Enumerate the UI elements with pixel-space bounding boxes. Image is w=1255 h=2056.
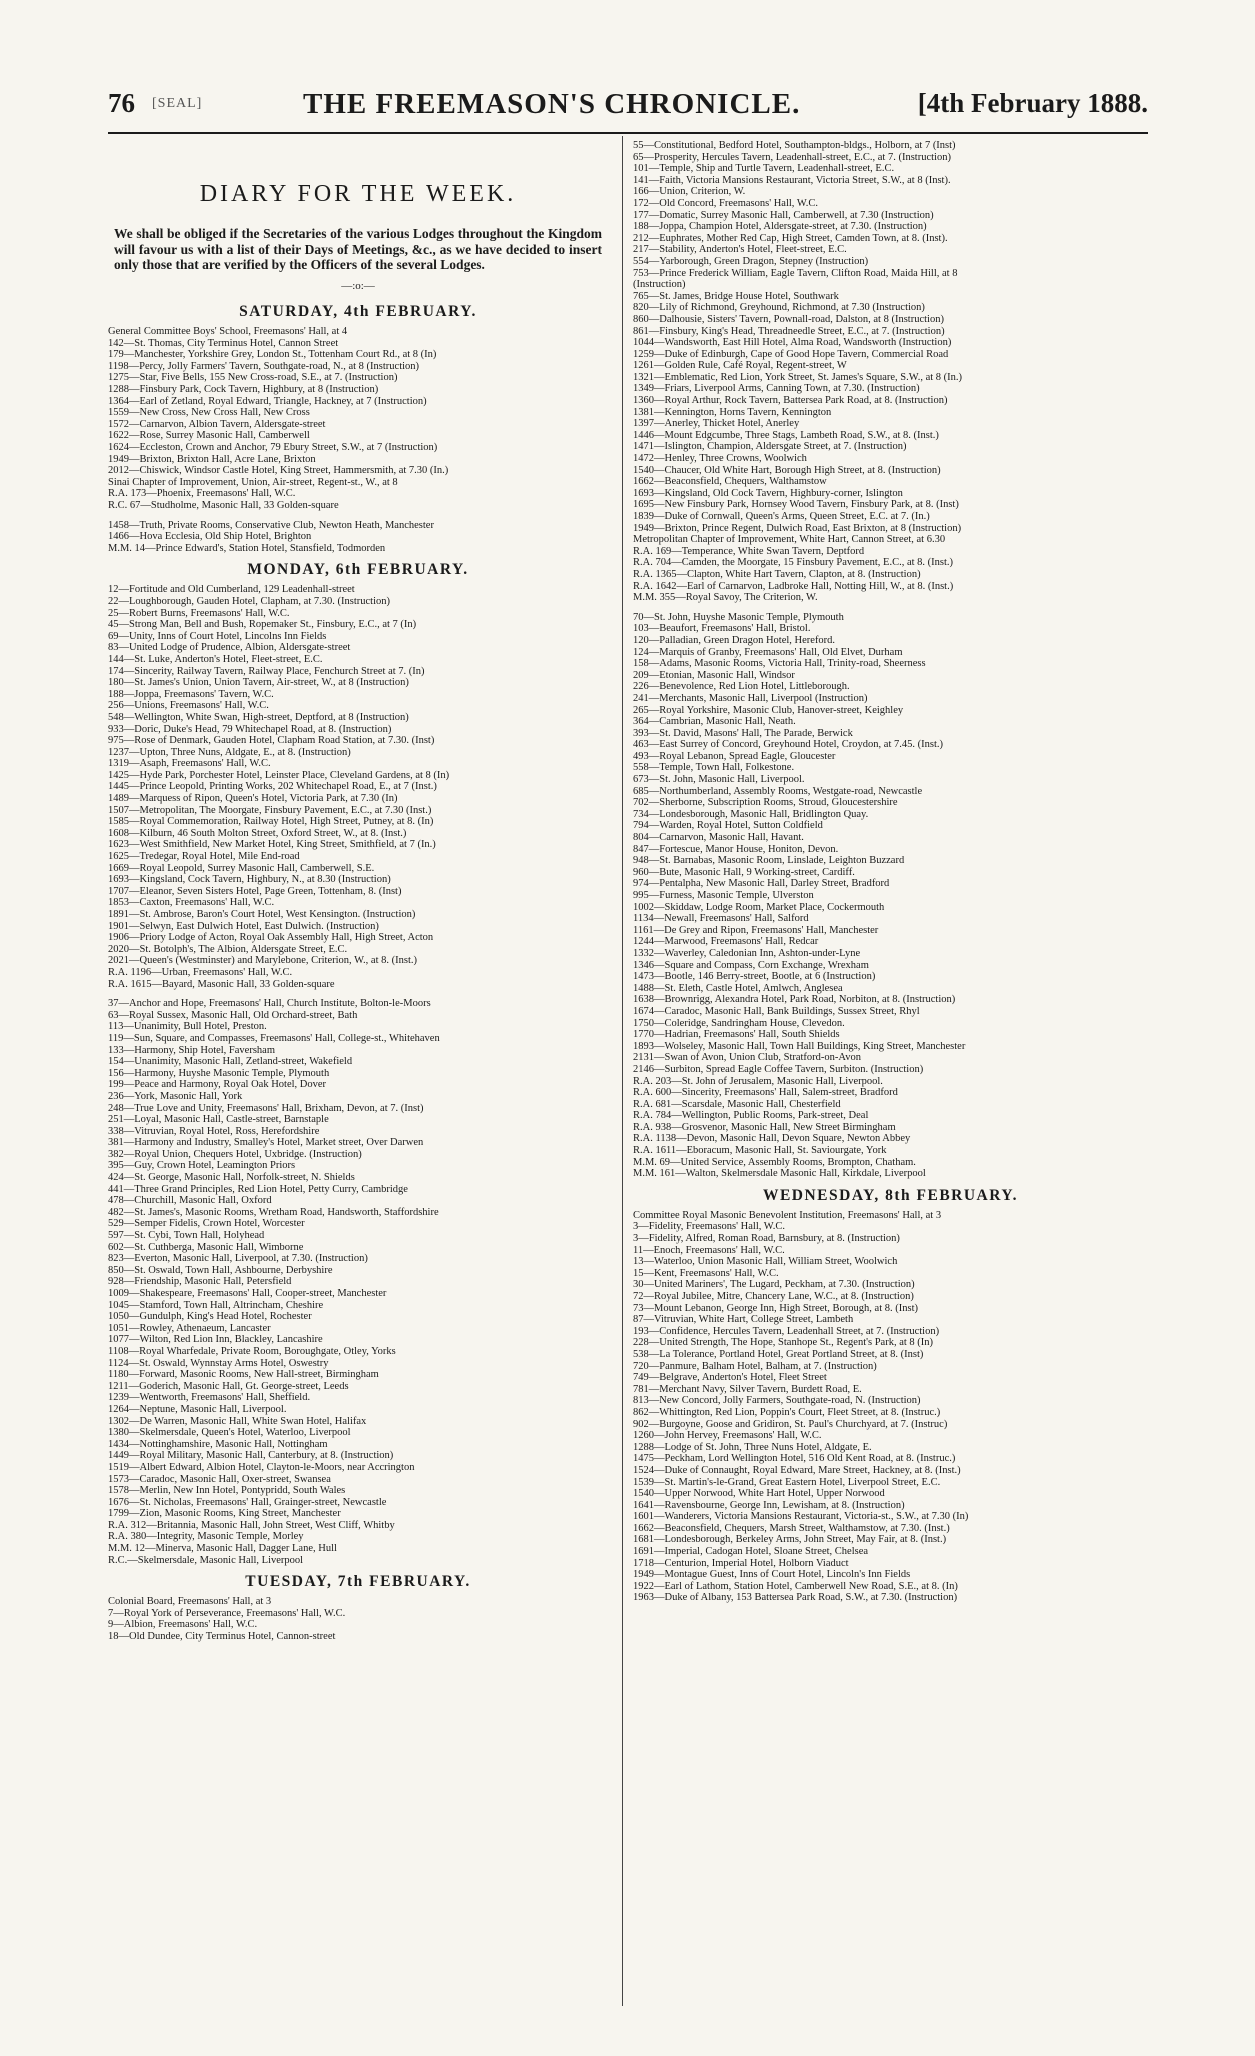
lodge-entry: 381—Harmony and Industry, Smalley's Hotel, Market street, Over Darwen [108, 1137, 424, 1149]
lodge-entry: 1662—Beaconsfield, Chequers, Marsh Street, Walthamstow, at 7.30. (Inst.) [633, 1522, 950, 1534]
lodge-entry: R.A. 1365—Clapton, White Hart Tavern, Clapton, at 8. (Instruction) [633, 568, 921, 580]
lodge-entry: 241—Merchants, Masonic Hall, Liverpool (Instruction) [633, 692, 868, 704]
lodge-entry: 441—Three Grand Principles, Red Lion Hotel, Petty Curry, Cambridge [108, 1183, 408, 1195]
lodge-entry: 1239—Wentworth, Freemasons' Hall, Sheffield. [108, 1392, 311, 1404]
lodge-entry: 209—Etonian, Masonic Hall, Windsor [633, 669, 795, 681]
lodge-entry: 1623—West Smithfield, New Market Hotel, King Street, Smithfield, at 7 (In.) [108, 839, 436, 851]
lodge-entry: 1264—Neptune, Masonic Hall, Liverpool. [108, 1403, 287, 1415]
lodge-entry: M.M. 161—Walton, Skelmersdale Masonic Hall, Kirkdale, Liverpool [633, 1168, 926, 1180]
lodge-entry: 1906—Priory Lodge of Acton, Royal Oak Assembly Hall, High Street, Acton [108, 932, 434, 944]
lodge-entry: 1750—Coleridge, Sandringham House, Clevedon. [633, 1017, 845, 1029]
lodge-entry: R.A. 312—Britannia, Masonic Hall, John Street, West Cliff, Whitby [108, 1519, 395, 1531]
lodge-entry: 1051—Rowley, Athenaeum, Lancaster [108, 1322, 271, 1334]
lodge-entry: 1693—Kingsland, Cock Tavern, Highbury, N., at 8.30 (Instruction) [108, 874, 391, 886]
lodge-entry: 18—Old Dundee, City Terminus Hotel, Cannon-street [108, 1631, 336, 1643]
lodge-entry: 1332—Waverley, Caledonian Inn, Ashton-under-Lyne [633, 947, 861, 959]
lodge-entry: 180—St. James's Union, Union Tavern, Air-street, W., at 8 (Instruction) [108, 677, 409, 689]
lodge-entry: 1540—Chaucer, Old White Hart, Borough High Street, at 8. (Instruction) [633, 464, 941, 476]
lodge-entry: 794—Warden, Royal Hotel, Sutton Coldfield [633, 820, 823, 832]
lodge-entry: General Committee Boys' School, Freemasons' Hall, at 4 [108, 326, 348, 338]
lodge-entry: 217—Stability, Anderton's Hotel, Fleet-street, E.C. [633, 244, 847, 256]
entry-gap [108, 512, 608, 520]
lodge-entry: 813—New Concord, Jolly Farmers, Southgate-road, N. (Instruction) [633, 1395, 921, 1407]
lodge-entry: 1124—St. Oswald, Wynnstay Arms Hotel, Oswestry [108, 1357, 329, 1369]
lodge-entry: 1261—Golden Rule, Café Royal, Regent-street, W [633, 360, 847, 372]
publication-title: THE FREEMASON'S CHRONICLE. [303, 88, 801, 120]
lodge-entry: 1360—Royal Arthur, Rock Tavern, Battersea Park Road, at 8. (Instruction) [633, 395, 948, 407]
lodge-entry: 154—Unanimity, Masonic Hall, Zetland-street, Wakefield [108, 1056, 353, 1068]
tuesday-list-left [108, 1596, 608, 1642]
lodge-entry: 45—Strong Man, Bell and Bush, Ropemaker St., Finsbury, E.C., at 7 (In) [108, 619, 417, 631]
lodge-entry: 1893—Wolseley, Masonic Hall, Town Hall Buildings, King Street, Manchester [633, 1040, 966, 1052]
lodge-entry: 995—Furness, Masonic Temple, Ulverston [633, 890, 814, 901]
lodge-entry: 120—Palladian, Green Dragon Hotel, Hereford. [633, 634, 836, 646]
lodge-entry: 1425—Hyde Park, Porchester Hotel, Leinster Place, Cleveland Gardens, at 8 (In) [108, 769, 450, 781]
tuesday-list-right [633, 140, 1148, 1180]
lodge-entry: R.A. 938—Grosvenor, Masonic Hall, New Street Birmingham [633, 1121, 896, 1133]
lodge-entry: 1625—Tredegar, Royal Hotel, Mile End-road [108, 851, 300, 863]
lodge-entry: R.A. 1138—Devon, Masonic Hall, Devon Square, Newton Abbey [633, 1133, 911, 1145]
lodge-entry: 902—Burgoyne, Goose and Gridiron, St. Paul's Churchyard, at 7. (Instruc) [633, 1418, 948, 1430]
lodge-entry: 548—Wellington, White Swan, High-street, Deptford, at 8 (Instruction) [108, 711, 409, 723]
lodge-entry: 823—Everton, Masonic Hall, Liverpool, at 7.30. (Instruction) [108, 1253, 368, 1265]
lodge-entry: R.A. 704—Camden, the Moorgate, 15 Finsbury Pavement, E.C., at 8. (Inst.) [633, 557, 954, 569]
lodge-entry: R.A. 203—St. John of Jerusalem, Masonic Hall, Liverpool. [633, 1075, 883, 1087]
lodge-entry: 1346—Square and Compass, Corn Exchange, Wrexham [633, 959, 869, 971]
lodge-entry: 364—Cambrian, Masonic Hall, Neath. [633, 716, 796, 728]
lodge-entry: 734—Londesborough, Masonic Hall, Bridlington Quay. [633, 808, 869, 820]
lodge-entry: 3—Fidelity, Freemasons' Hall, W.C. [633, 1221, 785, 1233]
lodge-entry: 3—Fidelity, Alfred, Roman Road, Barnsbury, at 8. (Instruction) [633, 1233, 900, 1245]
lodge-entry: 1638—Brownrigg, Alexandra Hotel, Park Road, Norbiton, at 8. (Instruction) [633, 994, 956, 1006]
lodge-entry: R.A. 1642—Earl of Carnarvon, Ladbroke Hall, Notting Hill, W., at 8. (Inst.) [633, 580, 954, 592]
lodge-entry: 1695—New Finsbury Park, Hornsey Wood Tavern, Finsbury Park, at 8. (Inst) [633, 499, 959, 511]
monday-heading: MONDAY, 6th FEBRUARY. [247, 561, 469, 579]
diary-intro: We shall be obliged if the Secretaries of the various Lodges throughout the Kingdom will favour us with a list of their Days of Meetings, &c., as we have decided to insert only those that are verified by the Officers of the several Lodges. [114, 226, 602, 272]
lodge-entry: 1573—Caradoc, Masonic Hall, Oxer-street, Swansea [108, 1473, 331, 1485]
lodge-entry: 1662—Beaconsfield, Chequers, Walthamstow [633, 476, 827, 488]
lodge-entry: 228—United Strength, The Hope, Stanhope St., Regent's Park, at 8 (In) [633, 1337, 934, 1349]
lodge-entry: 1622—Rose, Surrey Masonic Hall, Camberwell [108, 430, 310, 442]
lodge-entry: M.M. 69—United Service, Assembly Rooms, Brompton, Chatham. [633, 1156, 916, 1168]
lodge-entry: 1471—Islington, Champion, Aldersgate Street, at 7. (Instruction) [633, 441, 907, 453]
lodge-entry: Sinai Chapter of Improvement, Union, Air-street, Regent-st., W., at 8 [108, 476, 398, 488]
lodge-entry: 103—Beaufort, Freemasons' Hall, Bristol. [633, 623, 811, 635]
lodge-entry: 1180—Forward, Masonic Rooms, New Hall-street, Birmingham [108, 1369, 379, 1381]
lodge-entry: 1691—Imperial, Cadogan Hotel, Sloane Street, Chelsea [633, 1546, 869, 1558]
lodge-entry: 1693—Kingsland, Old Cock Tavern, Highbury-corner, Islington [633, 487, 903, 499]
lodge-entry: 1044—Wandsworth, East Hill Hotel, Alma Road, Wandsworth (Instruction) [633, 337, 952, 349]
lodge-entry: 862—Whittington, Red Lion, Poppin's Court, Fleet Street, at 8. (Instruc.) [633, 1406, 941, 1418]
lodge-entry: 22—Loughborough, Gauden Hotel, Clapham, at 7.30. (Instruction) [108, 595, 390, 607]
page-header [108, 88, 1148, 130]
lodge-entry: 948—St. Barnabas, Masonic Room, Linslade, Leighton Buzzard [633, 855, 905, 867]
lodge-entry: 1134—Newall, Freemasons' Hall, Salford [633, 913, 809, 925]
lodge-entry: R.A. 380—Integrity, Masonic Temple, Morley [108, 1531, 304, 1543]
lodge-entry: 1578—Merlin, New Inn Hotel, Pontypridd, South Wales [108, 1485, 346, 1497]
lodge-entry: 144—St. Luke, Anderton's Hotel, Fleet-street, E.C. [108, 653, 323, 665]
lodge-entry: 1381—Kennington, Horns Tavern, Kennington [633, 406, 832, 418]
lodge-entry: 1161—De Grey and Ripon, Freemasons' Hall, Manchester [633, 924, 879, 936]
lodge-entry: 1608—Kilburn, 46 South Molton Street, Oxford Street, W., at 8. (Inst.) [108, 827, 407, 839]
lodge-entry: 1922—Earl of Lathom, Station Hotel, Camberwell New Road, S.E., at 8. (In) [633, 1580, 958, 1592]
lodge-entry: 101—Temple, Ship and Turtle Tavern, Leadenhall-street, E.C. [633, 163, 895, 175]
lodge-entry: 1449—Royal Military, Masonic Hall, Canterbury, at 8. (Instruction) [108, 1450, 394, 1462]
lodge-entry: 860—Dalhousie, Sisters' Tavern, Pownall-road, Dalston, at 8 (Instruction) [633, 313, 944, 325]
lodge-entry: 749—Belgrave, Anderton's Hotel, Fleet Street [633, 1372, 827, 1384]
lodge-entry: 673—St. John, Masonic Hall, Liverpool. [633, 774, 805, 786]
lodge-entry: 70—St. John, Huyshe Masonic Temple, Plymouth [633, 611, 844, 623]
lodge-entry: 820—Lily of Richmond, Greyhound, Richmond, at 7.30 (Instruction) [633, 302, 925, 314]
lodge-entry: 37—Anchor and Hope, Freemasons' Hall, Church Institute, Bolton-le-Moors [108, 998, 431, 1010]
lodge-entry: 2131—Swan of Avon, Union Club, Stratford-on-Avon [633, 1052, 861, 1064]
lodge-entry: 1949—Montague Guest, Inns of Court Hotel, Lincoln's Inn Fields [633, 1569, 911, 1581]
monday-list [108, 584, 608, 1566]
lodge-entry: (Instruction) [633, 279, 686, 291]
lodge-entry: 1559—New Cross, New Cross Hall, New Cross [108, 407, 310, 419]
lodge-entry: 72—Royal Jubilee, Mitre, Chancery Lane, W.C., at 8. (Instruction) [633, 1291, 914, 1302]
lodge-entry: 251—Loyal, Masonic Hall, Castle-street, Barnstaple [108, 1114, 329, 1126]
lodge-entry: R.C.—Skelmersdale, Masonic Hall, Liverpool [108, 1554, 304, 1566]
lodge-entry: 265—Royal Yorkshire, Masonic Club, Hanover-street, Keighley [633, 704, 904, 716]
page-number: 76 [108, 88, 135, 118]
lodge-entry: 861—Finsbury, King's Head, Threadneedle Street, E.C., at 7. (Instruction) [633, 325, 945, 337]
lodge-entry: 1237—Upton, Three Nuns, Aldgate, E., at 8. (Instruction) [108, 746, 351, 758]
lodge-entry: 1799—Zion, Masonic Rooms, King Street, Manchester [108, 1508, 341, 1520]
saturday-heading: SATURDAY, 4th FEBRUARY. [239, 303, 477, 321]
lodge-entry: 1601—Wanderers, Victoria Mansions Restaurant, Victoria-st., S.W., at 7.30 (In) [633, 1511, 969, 1523]
lodge-entry: 2021—Queen's (Westminster) and Marylebone, Criterion, W., at 8. (Inst.) [108, 955, 417, 967]
lodge-entry: 226—Benevolence, Red Lion Hotel, Littleborough. [633, 681, 850, 693]
lodge-entry: 2012—Chiswick, Windsor Castle Hotel, King Street, Hammersmith, at 7.30 (In.) [108, 465, 449, 477]
lodge-entry: 1009—Shakespeare, Freemasons' Hall, Cooper-street, Manchester [108, 1288, 387, 1299]
lodge-entry: 177—Domatic, Surrey Masonic Hall, Camberwell, at 7.30 (Instruction) [633, 209, 934, 221]
lodge-entry: 928—Friendship, Masonic Hall, Petersfield [108, 1276, 292, 1288]
lodge-entry: R.A. 1196—Urban, Freemasons' Hall, W.C. [108, 966, 293, 978]
lodge-entry: 720—Panmure, Balham Hotel, Balham, at 7. (Instruction) [633, 1360, 877, 1372]
lodge-entry: 1475—Peckham, Lord Wellington Hotel, 516 Old Kent Road, at 8. (Instruc.) [633, 1453, 956, 1465]
lodge-entry: 702—Sherborne, Subscription Rooms, Stroud, Gloucestershire [633, 797, 898, 809]
entry-gap [633, 604, 1148, 612]
lodge-entry: 1288—Lodge of St. John, Three Nuns Hotel, Aldgate, E. [633, 1441, 872, 1453]
lodge-entry: R.A. 1615—Bayard, Masonic Hall, 33 Golden-square [108, 978, 335, 990]
lodge-entry: 1949—Brixton, Prince Regent, Dulwich Road, East Brixton, at 8 (Instruction) [633, 522, 962, 534]
lodge-entry: 424—St. George, Masonic Hall, Norfolk-street, N. Shields [108, 1172, 355, 1184]
lodge-entry: 1434—Nottinghamshire, Masonic Hall, Nottingham [108, 1438, 328, 1450]
lodge-entry: 73—Mount Lebanon, George Inn, High Street, Borough, at 8. (Inst) [633, 1302, 919, 1314]
lodge-entry: 69—Unity, Inns of Court Hotel, Lincolns Inn Fields [108, 630, 327, 642]
lodge-entry: 1674—Caradoc, Masonic Hall, Bank Buildings, Sussex Street, Rhyl [633, 1005, 920, 1017]
lodge-entry: 1669—Royal Leopold, Surrey Masonic Hall, Camberwell, S.E. [108, 862, 375, 874]
lodge-entry: 1211—Goderich, Masonic Hall, Gt. George-street, Leeds [108, 1380, 349, 1392]
lodge-entry: 179—Manchester, Yorkshire Grey, London St., Tottenham Court Rd., at 8 (In) [108, 349, 437, 361]
lodge-entry: 1839—Duke of Cornwall, Queen's Arms, Queen Street, E.C. at 7. (In.) [633, 511, 930, 522]
lodge-entry: 15—Kent, Freemasons' Hall, W.C. [633, 1267, 779, 1279]
lodge-entry: Metropolitan Chapter of Improvement, White Hart, Cannon Street, at 6.30 [633, 534, 946, 546]
lodge-entry: 1473—Bootle, 146 Berry-street, Bootle, at 6 (Instruction) [633, 971, 876, 983]
lodge-entry: 55—Constitutional, Bedford Hotel, Southampton-bldgs., Holborn, at 7 (Inst) [633, 140, 956, 151]
lodge-entry: 13—Waterloo, Union Masonic Hall, William Street, Woolwich [633, 1256, 898, 1268]
lodge-entry: 83—United Lodge of Prudence, Albion, Aldersgate-street [108, 642, 351, 654]
lodge-entry: 63—Royal Sussex, Masonic Hall, Old Orchard-street, Bath [108, 1009, 358, 1021]
lodge-entry: 1302—De Warren, Masonic Hall, White Swan Hotel, Halifax [108, 1415, 367, 1427]
lodge-entry: 1585—Royal Commemoration, Railway Hotel, High Street, Putney, at 8. (In) [108, 816, 434, 828]
right-column [633, 140, 1148, 1604]
lodge-entry: 2020—St. Botolph's, The Albion, Aldersgate Street, E.C. [108, 943, 348, 955]
lodge-entry: 1002—Skiddaw, Lodge Room, Market Place, Cockermouth [633, 901, 885, 913]
diary-title: DIARY FOR THE WEEK. [199, 181, 517, 207]
lodge-entry: 558—Temple, Town Hall, Folkestone. [633, 762, 795, 774]
lodge-entry: 248—True Love and Unity, Freemasons' Hall, Brixham, Devon, at 7. (Inst) [108, 1102, 424, 1114]
lodge-entry: 765—St. James, Bridge House Hotel, Southwark [633, 290, 839, 302]
lodge-entry: 1901—Selwyn, East Dulwich Hotel, East Dulwich. (Instruction) [108, 920, 379, 932]
lodge-entry: 1472—Henley, Three Crowns, Woolwich [633, 453, 807, 465]
lodge-entry: 166—Union, Criterion, W. [633, 186, 746, 198]
lodge-entry: 113—Unanimity, Bull Hotel, Preston. [108, 1021, 267, 1033]
lodge-entry: 338—Vitruvian, Royal Hotel, Ross, Herefordshire [108, 1125, 320, 1137]
lodge-entry: 1244—Marwood, Freemasons' Hall, Redcar [633, 936, 819, 948]
lodge-entry: M.M. 14—Prince Edward's, Station Hotel, Stansfield, Todmorden [108, 542, 386, 554]
lodge-entry: M.M. 12—Minerva, Masonic Hall, Dagger Lane, Hull [108, 1543, 337, 1555]
left-column [108, 140, 608, 1643]
lodge-entry: 1641—Ravensbourne, George Inn, Lewisham, at 8. (Instruction) [633, 1499, 905, 1511]
lodge-entry: 781—Merchant Navy, Silver Tavern, Burdett Road, E. [633, 1383, 862, 1395]
lodge-entry: M.M. 355—Royal Savoy, The Criterion, W. [633, 592, 818, 604]
lodge-entry: 212—Euphrates, Mother Red Cap, High Street, Camden Town, at 8. (Inst). [633, 232, 948, 244]
lodge-entry: 1963—Duke of Albany, 153 Battersea Park Road, S.W., at 7.30. (Instruction) [633, 1592, 958, 1604]
lodge-entry: 1259—Duke of Edinburgh, Cape of Good Hope Tavern, Commercial Road [633, 348, 949, 360]
lodge-entry: 1108—Royal Wharfedale, Private Room, Boroughgate, Otley, Yorks [108, 1345, 396, 1357]
lodge-entry: 960—Bute, Masonic Hall, 9 Working-street, Cardiff. [633, 866, 855, 878]
lodge-entry: 25—Robert Burns, Freemasons' Hall, W.C. [108, 607, 290, 619]
lodge-entry: 1707—Eleanor, Seven Sisters Hotel, Page Green, Tottenham, 8. (Inst) [108, 885, 402, 897]
wednesday-list [633, 1210, 1148, 1604]
lodge-entry: 87—Vitruvian, White Hart, College Street, Lambeth [633, 1314, 854, 1326]
lodge-entry: 1380—Skelmersdale, Queen's Hotel, Waterloo, Liverpool [108, 1427, 351, 1439]
lodge-entry: 685—Northumberland, Assembly Rooms, Westgate-road, Newcastle [633, 785, 923, 797]
lodge-entry: 12—Fortitude and Old Cumberland, 129 Leadenhall-street [108, 584, 355, 596]
header-rule [108, 132, 1148, 134]
lodge-entry: 1539—St. Martin's-le-Grand, Great Eastern Hotel, Liverpool Street, E.C. [633, 1476, 941, 1488]
lodge-entry: 1349—Friars, Liverpool Arms, Canning Town, at 7.30. (Instruction) [633, 383, 920, 395]
lodge-entry: 124—Marquis of Granby, Freemasons' Hall, Old Elvet, Durham [633, 646, 903, 658]
lodge-entry: 1572—Carnarvon, Albion Tavern, Aldersgate-street [108, 418, 326, 430]
lodge-entry: 1397—Anerley, Thicket Hotel, Anerley [633, 418, 800, 430]
lodge-entry: 1198—Percy, Jolly Farmers' Tavern, Southgate-road, N., at 8 (Instruction) [108, 360, 420, 372]
lodge-entry: 256—Unions, Freemasons' Hall, W.C. [108, 700, 269, 712]
lodge-entry: 1949—Brixton, Brixton Hall, Acre Lane, Brixton [108, 453, 316, 465]
lodge-entry: 9—Albion, Freemasons' Hall, W.C. [108, 1619, 258, 1631]
lodge-entry: 753—Prince Frederick William, Eagle Tavern, Clifton Road, Maida Hill, at 8 [633, 267, 958, 279]
header-ornament: [SEAL] [152, 96, 203, 111]
lodge-entry: 1718—Centurion, Imperial Hotel, Holborn Viaduct [633, 1557, 849, 1569]
newspaper-page [108, 88, 1148, 2018]
lodge-entry: 538—La Tolerance, Portland Hotel, Great Portland Street, at 8. (Inst) [633, 1348, 924, 1360]
lodge-entry: 193—Confidence, Hercules Tavern, Leadenhall Street, at 7. (Instruction) [633, 1325, 940, 1337]
lodge-entry: 1676—St. Nicholas, Freemasons' Hall, Grainger-street, Newcastle [108, 1496, 387, 1508]
lodge-entry: 974—Pentalpha, New Masonic Hall, Darley Street, Bradford [633, 878, 890, 890]
lodge-entry: 1466—Hova Ecclesia, Old Ship Hotel, Brighton [108, 531, 312, 543]
lodge-entry: 1077—Wilton, Red Lion Inn, Blackley, Lancashire [108, 1334, 323, 1346]
lodge-entry: 804—Carnarvon, Masonic Hall, Havant. [633, 832, 804, 844]
lodge-entry: 133—Harmony, Ship Hotel, Faversham [108, 1044, 276, 1056]
lodge-entry: 1260—John Hervey, Freemasons' Hall, W.C. [633, 1430, 822, 1442]
lodge-entry: 1458—Truth, Private Rooms, Conservative Club, Newton Heath, Manchester [108, 519, 434, 531]
lodge-entry: R.C. 67—Studholme, Masonic Hall, 33 Golden-square [108, 500, 339, 511]
lodge-entry: 236—York, Masonic Hall, York [108, 1090, 243, 1102]
lodge-entry: 1050—Gundulph, King's Head Hotel, Rochester [108, 1311, 312, 1323]
lodge-entry: 597—St. Cybi, Town Hall, Holyhead [108, 1230, 265, 1242]
lodge-entry: 1275—Star, Five Bells, 155 New Cross-road, S.E., at 7. (Instruction) [108, 372, 398, 384]
lodge-entry: 1540—Upper Norwood, White Hart Hotel, Upper Norwood [633, 1488, 885, 1500]
lodge-entry: 119—Sun, Square, and Compasses, Freemasons' Hall, College-st., Whitehaven [108, 1032, 440, 1044]
lodge-entry: 850—St. Oswald, Town Hall, Ashbourne, Derbyshire [108, 1264, 333, 1276]
tuesday-heading: TUESDAY, 7th FEBRUARY. [245, 1573, 471, 1591]
lodge-entry: 395—Guy, Crown Hotel, Leamington Priors [108, 1160, 296, 1172]
lodge-entry: 554—Yarborough, Green Dragon, Stepney (Instruction) [633, 255, 869, 267]
lodge-entry: 30—United Mariners', The Lugard, Peckham, at 7.30. (Instruction) [633, 1279, 915, 1291]
lodge-entry: 156—Harmony, Huyshe Masonic Temple, Plymouth [108, 1067, 330, 1079]
lodge-entry: 1624—Eccleston, Crown and Anchor, 79 Ebury Street, S.W., at 7 (Instruction) [108, 442, 438, 454]
saturday-list [108, 326, 608, 554]
lodge-entry: R.A. 1611—Eboracum, Masonic Hall, St. Saviourgate, York [633, 1145, 887, 1157]
lodge-entry: Colonial Board, Freemasons' Hall, at 3 [108, 1596, 272, 1608]
lodge-entry: 188—Joppa, Freemasons' Tavern, W.C. [108, 688, 274, 700]
lodge-entry: 463—East Surrey of Concord, Greyhound Hotel, Croydon, at 7.45. (Inst.) [633, 739, 943, 751]
lodge-entry: R.A. 600—Sincerity, Freemasons' Hall, Salem-street, Bradford [633, 1087, 898, 1099]
lodge-entry: 1507—Metropolitan, The Moorgate, Finsbury Pavement, E.C., at 7.30 (Inst.) [108, 804, 432, 816]
lodge-entry: 602—St. Cuthberga, Masonic Hall, Wimborne [108, 1241, 304, 1253]
lodge-entry: 393—St. David, Masons' Hall, The Parade, Berwick [633, 727, 853, 739]
lodge-entry: 1288—Finsbury Park, Cock Tavern, Highbury, at 8 (Instruction) [108, 384, 379, 396]
lodge-entry: 933—Doric, Duke's Head, 79 Whitechapel Road, at 8. (Instruction) [108, 723, 392, 735]
lodge-entry: 174—Sincerity, Railway Tavern, Railway Place, Fenchurch Street at 7. (In) [108, 665, 425, 677]
wednesday-heading: WEDNESDAY, 8th FEBRUARY. [762, 1186, 1019, 1204]
lodge-entry: 1524—Duke of Connaught, Royal Edward, Mare Street, Hackney, at 8. (Inst.) [633, 1464, 961, 1476]
lodge-entry: 65—Prosperity, Hercules Tavern, Leadenhall-street, E.C., at 7. (Instruction) [633, 151, 951, 163]
lodge-entry: R.A. 681—Scarsdale, Masonic Hall, Chesterfield [633, 1098, 841, 1110]
lodge-entry: R.A. 173—Phoenix, Freemasons' Hall, W.C. [108, 488, 296, 500]
lodge-entry: 529—Semper Fidelis, Crown Hotel, Worcester [108, 1218, 305, 1230]
lodge-entry: 1319—Asaph, Freemasons' Hall, W.C. [108, 758, 271, 770]
lodge-entry: 482—St. James's, Masonic Rooms, Wretham Road, Handsworth, Staffordshire [108, 1206, 439, 1218]
lodge-entry: 1681—Londesborough, Berkeley Arms, John Street, May Fair, at 8. (Inst.) [633, 1534, 947, 1546]
section-divider: —:o:— [341, 279, 375, 292]
lodge-entry: 1519—Albert Edward, Albion Hotel, Clayton-le-Moors, near Accrington [108, 1461, 415, 1473]
lodge-entry: 1446—Mount Edgcumbe, Three Stags, Lambeth Road, S.W., at 8. (Inst.) [633, 429, 939, 441]
lodge-entry: 172—Old Concord, Freemasons' Hall, W.C. [633, 197, 819, 209]
lodge-entry: 382—Royal Union, Chequers Hotel, Uxbridge. (Instruction) [108, 1148, 362, 1160]
lodge-entry: 188—Joppa, Champion Hotel, Aldersgate-street, at 7.30. (Instruction) [633, 221, 927, 233]
lodge-entry: R.A. 784—Wellington, Public Rooms, Park-street, Deal [633, 1110, 869, 1122]
lodge-entry: 1488—St. Eleth, Castle Hotel, Amlwch, Anglesea [633, 982, 843, 994]
lodge-entry: 142—St. Thomas, City Terminus Hotel, Cannon Street [108, 337, 339, 349]
lodge-entry: 1853—Caxton, Freemasons' Hall, W.C. [108, 897, 275, 909]
lodge-entry: 1891—St. Ambrose, Baron's Court Hotel, West Kensington. (Instruction) [108, 909, 416, 920]
lodge-entry: 11—Enoch, Freemasons' Hall, W.C. [633, 1244, 785, 1256]
lodge-entry: 158—Adams, Masonic Rooms, Victoria Hall, Trinity-road, Sheerness [633, 658, 926, 670]
lodge-entry: 1489—Marquess of Ripon, Queen's Hotel, Victoria Park, at 7.30 (In) [108, 793, 398, 805]
lodge-entry: 493—Royal Lebanon, Spread Eagle, Gloucester [633, 750, 836, 762]
lodge-entry: Committee Royal Masonic Benevolent Institution, Freemasons' Hall, at 3 [633, 1209, 942, 1221]
column-rule [622, 136, 623, 2006]
lodge-entry: 7—Royal York of Perseverance, Freemasons' Hall, W.C. [108, 1607, 346, 1619]
lodge-entry: 847—Fortescue, Manor House, Honiton, Devon. [633, 843, 839, 855]
lodge-entry: 1364—Earl of Zetland, Royal Edward, Triangle, Hackney, at 7 (Instruction) [108, 395, 427, 407]
issue-date: [4th February 1888. [917, 88, 1148, 118]
lodge-entry: 1445—Prince Leopold, Printing Works, 202 Whitechapel Road, E., at 7 (Inst.) [108, 781, 437, 793]
lodge-entry: 1770—Hadrian, Freemasons' Hall, South Shields [633, 1029, 840, 1041]
lodge-entry: 1321—Emblematic, Red Lion, York Street, St. James's Square, S.W., at 8 (In.) [633, 371, 963, 383]
lodge-entry: R.A. 169—Temperance, White Swan Tavern, Deptford [633, 545, 865, 557]
lodge-entry: 2146—Surbiton, Spread Eagle Coffee Tavern, Surbiton. (Instruction) [633, 1063, 924, 1075]
lodge-entry: 1045—Stamford, Town Hall, Altrincham, Cheshire [108, 1299, 324, 1311]
lodge-entry: 478—Churchill, Masonic Hall, Oxford [108, 1195, 272, 1207]
entry-gap [108, 990, 608, 998]
lodge-entry: 975—Rose of Denmark, Gauden Hotel, Clapham Road Station, at 7.30. (Inst) [108, 735, 435, 747]
lodge-entry: 141—Faith, Victoria Mansions Restaurant, Victoria Street, S.W., at 8 (Inst). [633, 174, 951, 186]
lodge-entry: 199—Peace and Harmony, Royal Oak Hotel, Dover [108, 1079, 327, 1091]
